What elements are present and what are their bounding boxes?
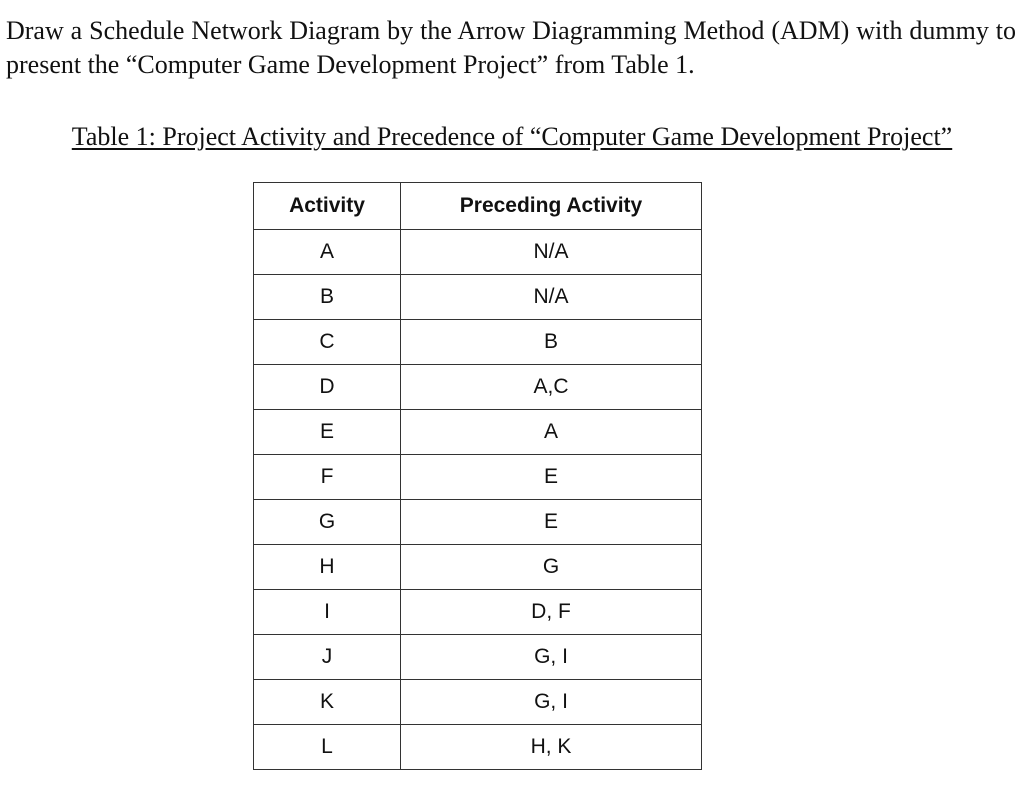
preceding-cell: N/A <box>401 275 702 320</box>
table-row <box>254 725 702 770</box>
header-preceding-activity: Preceding Activity <box>401 183 702 230</box>
activity-cell: F <box>254 455 401 500</box>
activity-cell: B <box>254 275 401 320</box>
activity-cell: L <box>254 725 401 770</box>
table-row <box>254 320 702 365</box>
preceding-cell: N/A <box>401 230 702 275</box>
table-row <box>254 590 702 635</box>
table-row <box>254 545 702 590</box>
table-row <box>254 410 702 455</box>
activity-cell: G <box>254 500 401 545</box>
preceding-cell: D, F <box>401 590 702 635</box>
table-row <box>254 635 702 680</box>
preceding-cell: B <box>401 320 702 365</box>
table-header-row <box>254 183 702 230</box>
table-row <box>254 680 702 725</box>
preceding-cell: E <box>401 455 702 500</box>
preceding-cell: A <box>401 410 702 455</box>
activity-cell: A <box>254 230 401 275</box>
activity-cell: D <box>254 365 401 410</box>
table-caption-text: Table 1: Project Activity and Precedence of “Computer Game Development Project” <box>71 122 953 151</box>
activity-cell: K <box>254 680 401 725</box>
preceding-cell: H, K <box>401 725 702 770</box>
table-row <box>254 230 702 275</box>
activity-cell: H <box>254 545 401 590</box>
table-row <box>254 275 702 320</box>
preceding-cell: A,C <box>401 365 702 410</box>
instruction-text: Draw a Schedule Network Diagram by the Arrow Diagramming Method (ADM) with dummy to present the “Computer Game Development Project” from Table 1. <box>6 16 1016 79</box>
preceding-cell: G <box>401 545 702 590</box>
table-caption <box>0 120 1024 154</box>
preceding-cell: E <box>401 500 702 545</box>
activity-cell: J <box>254 635 401 680</box>
table-row <box>254 455 702 500</box>
activity-cell: C <box>254 320 401 365</box>
activity-cell: E <box>254 410 401 455</box>
activity-precedence-table <box>253 182 702 770</box>
activity-cell: I <box>254 590 401 635</box>
table-row <box>254 500 702 545</box>
header-activity: Activity <box>254 183 401 230</box>
preceding-cell: G, I <box>401 680 702 725</box>
preceding-cell: G, I <box>401 635 702 680</box>
table-row <box>254 365 702 410</box>
